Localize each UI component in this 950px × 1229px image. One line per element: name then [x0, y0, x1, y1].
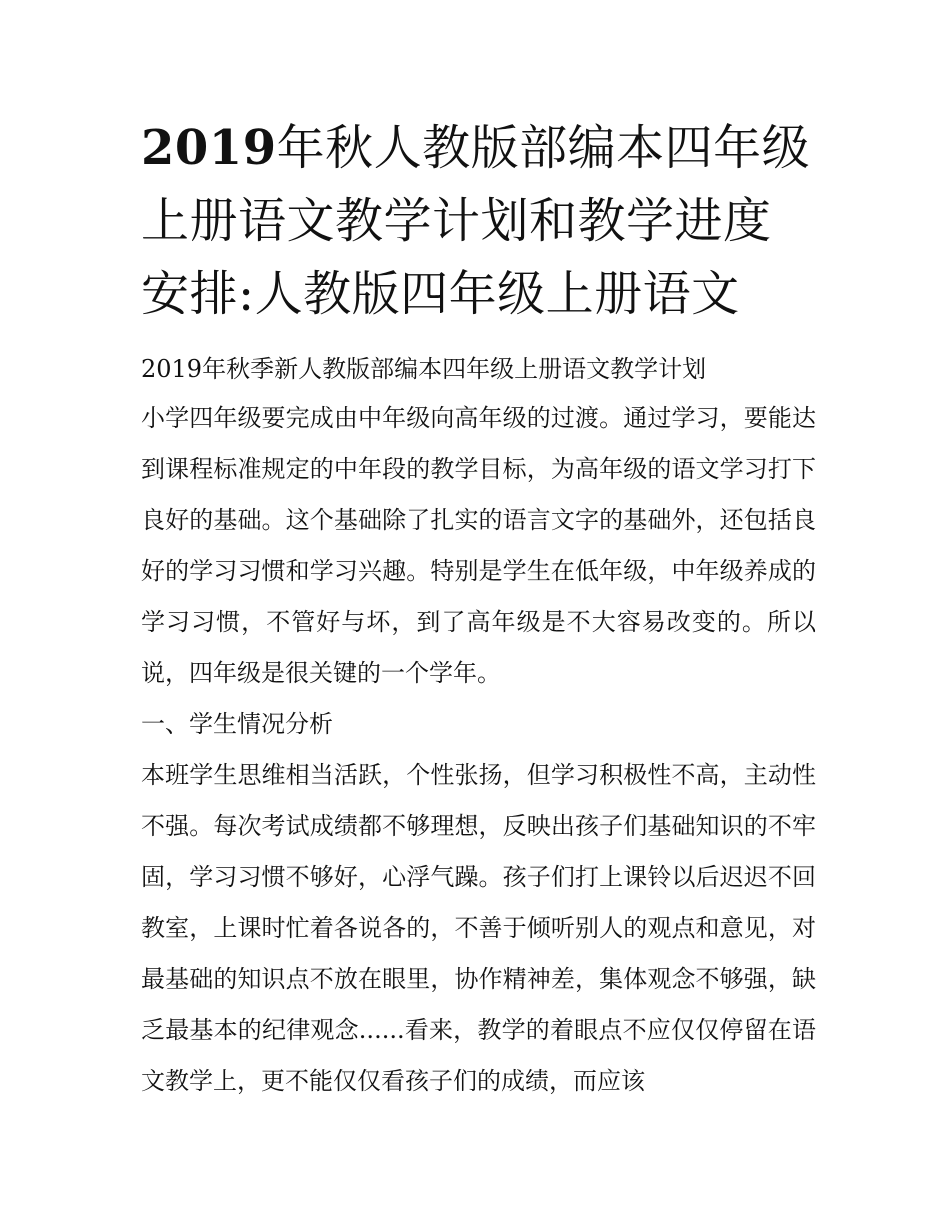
document-body: [141, 349, 816, 1107]
document-title: [141, 112, 816, 331]
plan-subtitle: 2019年秋季新人教版部编本四年级上册语文教学计划: [141, 355, 707, 383]
student-analysis-paragraph: 本班学生思维相当活跃，个性张扬，但学习积极性不高，主动性不强。每次考试成绩都不够理想，反映出孩子们基础知识的不牢固，学习习惯不够好，心浮气躁。孩子们打上课铃以后迟迟不回教室，上课时忙着各说各的，不善于倾听别人的观点和意见，对最基础的知识点不放在眼里，协作精神差，集体观念不够强，缺乏最基本的纪律观念......看来，教学的着眼点不应仅仅停留在语文教学上，更不能仅仅看孩子们的成绩，而应该: [141, 761, 816, 1095]
section-heading-student-analysis: 一、学生情况分析: [141, 710, 333, 738]
document-content: [141, 112, 816, 1107]
title-year: 2019: [141, 120, 277, 176]
intro-paragraph: 小学四年级要完成由中年级向高年级的过渡。通过学习，要能达到课程标准规定的中年段的教学目标，为高年级的语文学习打下良好的基础。这个基础除了扎实的语言文字的基础外，还包括良好的学习习惯和学习兴趣。特别是学生在低年级，中年级养成的学习习惯，不管好与坏，到了高年级是不大容易改变的。所以说，四年级是很关键的一个学年。: [141, 404, 816, 687]
title-text: 年秋人教版部编本四年级上册语文教学计划和教学进度安排:人教版四年级上册语文: [141, 120, 811, 322]
